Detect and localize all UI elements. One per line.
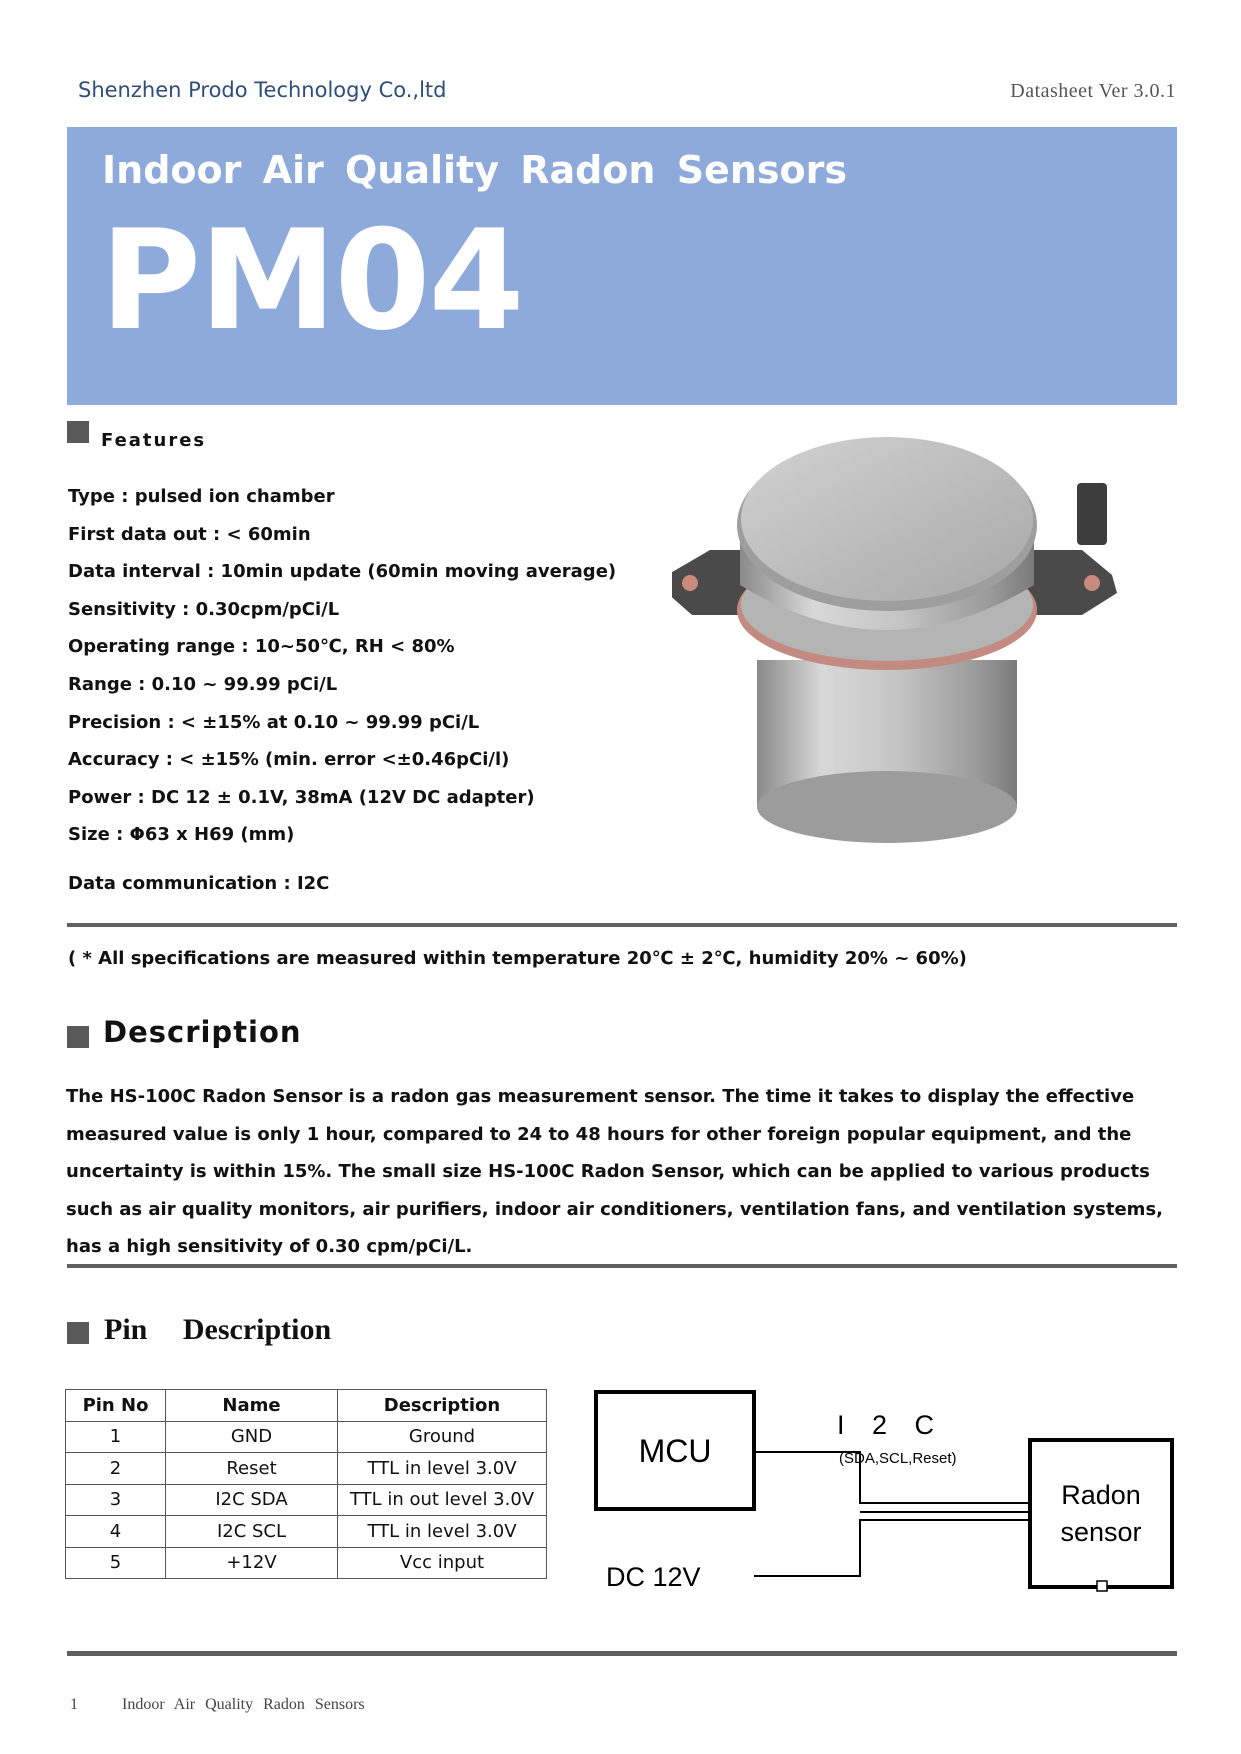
- connection-diagram: [592, 1388, 1182, 1598]
- table-row: [66, 1484, 547, 1516]
- table-row: [66, 1516, 547, 1548]
- sensor-label-line2: sensor: [1060, 1517, 1142, 1547]
- power-line: [754, 1520, 1030, 1576]
- footer-title: Indoor Air Quality Radon Sensors: [122, 1696, 365, 1713]
- product-model: PM04: [100, 200, 523, 361]
- power-label: DC 12V: [606, 1562, 701, 1592]
- description-heading: Description: [103, 1015, 302, 1049]
- pin-table: [65, 1389, 547, 1579]
- pin-description-heading: Pin Description: [104, 1313, 332, 1346]
- table-cell: I2C SCL: [166, 1516, 338, 1548]
- table-header-row: [66, 1390, 547, 1422]
- connector-icon: [1097, 1581, 1107, 1591]
- table-cell: I2C SDA: [166, 1484, 338, 1516]
- section-marker-icon: [67, 1026, 89, 1048]
- feature-item: Power : DC 12 ± 0.1V, 38mA (12V DC adapter): [68, 786, 535, 808]
- column-header: Pin No: [66, 1390, 166, 1422]
- divider: [67, 1264, 1177, 1268]
- page-number: 1: [70, 1696, 78, 1713]
- description-text: The HS-100C Radon Sensor is a radon gas measurement sensor. The time it takes to display the effective measured value is only 1 hour, compared to 24 to 48 hours for other foreign popular equipment, and the uncertainty is within 15%. The small size HS-100C Radon Sensor, which can be applied to various products such as air quality monitors, air purifiers, indoor air conditioners, ventilation fans, and ventilation systems, has a high sensitivity of 0.30 cpm/pCi/L.: [66, 1086, 1163, 1257]
- column-header: Name: [166, 1390, 338, 1422]
- sensor-label-line1: Radon: [1061, 1480, 1141, 1510]
- features-heading: Features: [101, 430, 207, 451]
- features-list: [68, 478, 616, 903]
- table-cell: GND: [166, 1421, 338, 1453]
- mcu-label: MCU: [638, 1433, 712, 1469]
- table-row: [66, 1421, 547, 1453]
- table-cell: Vcc input: [338, 1547, 547, 1579]
- i2c-sublabel: (SDA,SCL,Reset): [839, 1450, 957, 1467]
- company-name: Shenzhen Prodo Technology Co.,ltd: [78, 78, 447, 102]
- datasheet-version: Datasheet Ver 3.0.1: [1010, 80, 1176, 102]
- radon-sensor-box: [1030, 1440, 1172, 1587]
- table-cell: 3: [66, 1484, 166, 1516]
- table-cell: TTL in level 3.0V: [338, 1453, 547, 1485]
- feature-item: Type : pulsed ion chamber: [68, 486, 335, 507]
- feature-item: Precision : < ±15% at 0.10 ~ 99.99 pCi/L: [68, 711, 480, 733]
- i2c-label: I 2 C: [837, 1410, 945, 1440]
- table-cell: 4: [66, 1516, 166, 1548]
- feature-item: Sensitivity : 0.30cpm/pCi/L: [68, 598, 340, 620]
- feature-item: First data out : < 60min: [68, 523, 311, 545]
- table-cell: Ground: [338, 1421, 547, 1453]
- feature-item: Operating range : 10~50℃, RH < 80%: [68, 636, 455, 658]
- table-cell: Reset: [166, 1453, 338, 1485]
- table-cell: +12V: [166, 1547, 338, 1579]
- product-subtitle: Indoor Air Quality Radon Sensors: [102, 148, 847, 192]
- feature-item: Accuracy : < ±15% (min. error <±0.46pCi/l): [68, 749, 510, 771]
- table-cell: 1: [66, 1421, 166, 1453]
- table-row: [66, 1453, 547, 1485]
- section-marker-icon: [67, 421, 89, 443]
- table-cell: 2: [66, 1453, 166, 1485]
- table-cell: 5: [66, 1547, 166, 1579]
- divider: [67, 1651, 1177, 1656]
- table-cell: TTL in level 3.0V: [338, 1516, 547, 1548]
- feature-item: Size : Φ63 x H69 (mm): [68, 824, 295, 846]
- radon-sensor-photo: [672, 425, 1132, 885]
- table-cell: TTL in out level 3.0V: [338, 1484, 547, 1516]
- column-header: Description: [338, 1390, 547, 1422]
- feature-item: Data interval : 10min update (60min moving average): [68, 561, 617, 583]
- section-marker-icon: [67, 1322, 89, 1344]
- specifications-note: ( * All specifications are measured within temperature 20℃ ± 2℃, humidity 20% ~ 60%): [68, 948, 967, 969]
- feature-item: Data communication : I2C: [68, 872, 330, 894]
- divider: [67, 923, 1177, 927]
- page-footer: [70, 1696, 365, 1714]
- table-row: [66, 1547, 547, 1579]
- feature-item: Range : 0.10 ~ 99.99 pCi/L: [68, 673, 338, 695]
